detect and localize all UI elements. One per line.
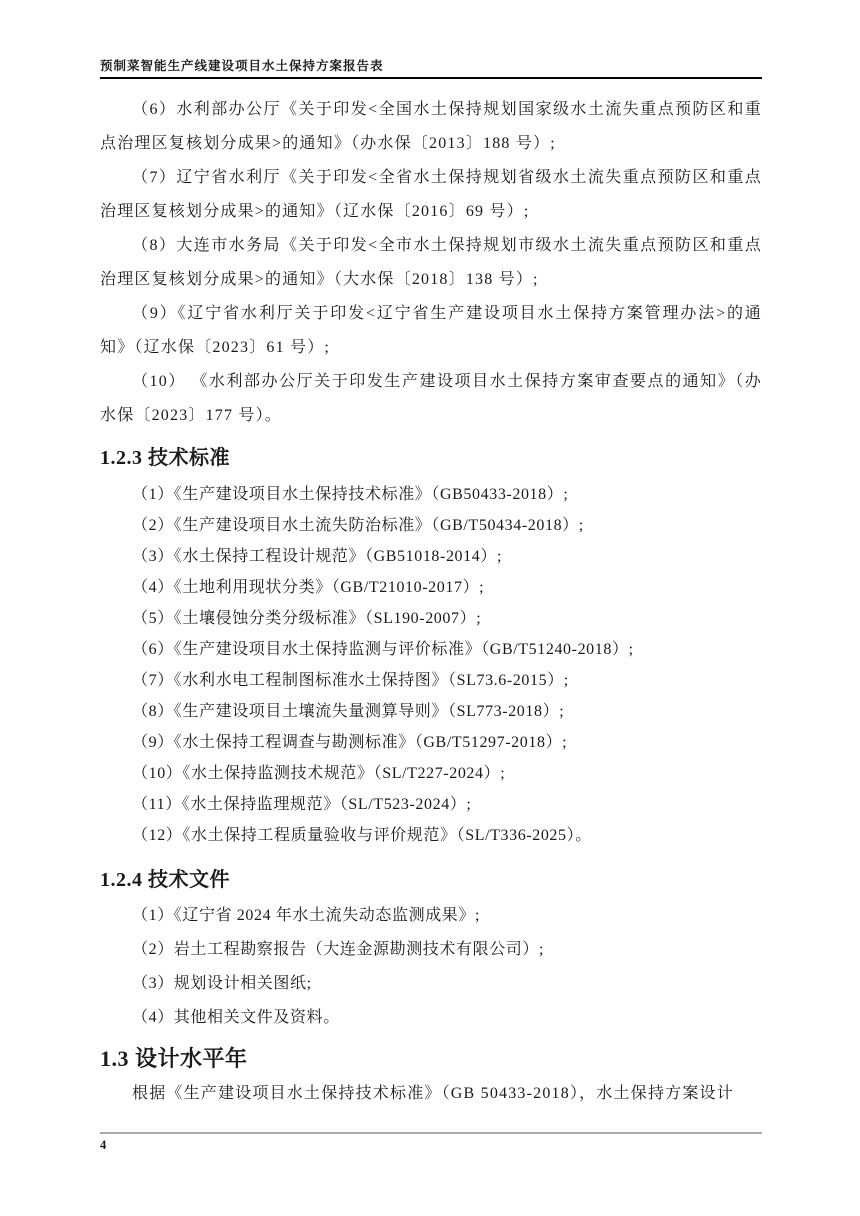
- document-item: （4）其他相关文件及资料。: [132, 1009, 340, 1026]
- footer-divider: [100, 1132, 762, 1134]
- standard-item: （8）《生产建设项目土壤流失量测算导则》（SL773-2018）;: [132, 703, 565, 720]
- standard-item: （4）《土地利用现状分类》（GB/T21010-2017）;: [132, 579, 485, 596]
- standard-item: （2）《生产建设项目水土流失防治标准》（GB/T50434-2018）;: [132, 517, 584, 534]
- standard-item: （10）《水土保持监测技术规范》（SL/T227-2024）;: [132, 765, 506, 782]
- document-body: [100, 93, 762, 1111]
- section-heading-technical-documents: 1.2.4 技术文件: [100, 869, 230, 891]
- standard-item: （9）《水土保持工程调查与勘测标准》（GB/T51297-2018）;: [132, 734, 568, 751]
- document-item: （3）规划设计相关图纸;: [132, 975, 312, 992]
- reference-paragraph: （9）《辽宁省水利厅关于印发<辽宁省生产建设项目水土保持方案管理办法>的通知》（辽水保〔2023〕61 号）;: [100, 305, 762, 356]
- section-heading-design-level-year: 1.3 设计水平年: [100, 1046, 248, 1071]
- reference-paragraph: （10） 《水利部办公厅关于印发生产建设项目水土保持方案审查要点的通知》（办水保〔2023〕177 号）。: [100, 373, 762, 424]
- document-item: （1）《辽宁省 2024 年水土流失动态监测成果》;: [132, 907, 481, 924]
- section-heading-technical-standards: 1.2.3 技术标准: [100, 447, 230, 469]
- standard-item: （1）《生产建设项目水土保持技术标准》（GB50433-2018）;: [132, 486, 569, 503]
- page-header-title: 预制菜智能生产线建设项目水土保持方案报告表: [100, 59, 384, 73]
- standard-item: （12）《水土保持工程质量验收与评价规范》（SL/T336-2025）。: [132, 827, 592, 844]
- document-item: （2）岩土工程勘察报告（大连金源勘测技术有限公司）;: [132, 941, 545, 958]
- standard-item: （3）《水土保持工程设计规范》（GB51018-2014）;: [132, 548, 503, 565]
- page-content-area: [100, 0, 762, 1111]
- page-number: 4: [100, 1138, 107, 1152]
- page-footer: [100, 1132, 762, 1153]
- reference-paragraph: （6）水利部办公厅《关于印发<全国水土保持规划国家级水土流失重点预防区和重点治理区复核划分成果>的通知》（办水保〔2013〕188 号）;: [100, 101, 762, 152]
- standard-item: （7）《水利水电工程制图标准水土保持图》（SL73.6-2015）;: [132, 672, 569, 689]
- standard-item: （6）《生产建设项目水土保持监测与评价标准》（GB/T51240-2018）;: [132, 641, 634, 658]
- design-year-paragraph: 根据《生产建设项目水土保持技术标准》（GB 50433-2018），水土保持方案设计: [132, 1085, 734, 1102]
- page-header: [100, 0, 762, 79]
- standard-item: （11）《水土保持监理规范》（SL/T523-2024）;: [132, 796, 472, 813]
- reference-paragraph: （7）辽宁省水利厅《关于印发<全省水土保持规划省级水土流失重点预防区和重点治理区复核划分成果>的通知》（辽水保〔2016〕69 号）;: [100, 169, 762, 220]
- standard-item: （5）《土壤侵蚀分类分级标准》（SL190-2007）;: [132, 610, 482, 627]
- reference-paragraph: （8）大连市水务局《关于印发<全市水土保持规划市级水土流失重点预防区和重点治理区复核划分成果>的通知》（大水保〔2018〕138 号）;: [100, 237, 762, 288]
